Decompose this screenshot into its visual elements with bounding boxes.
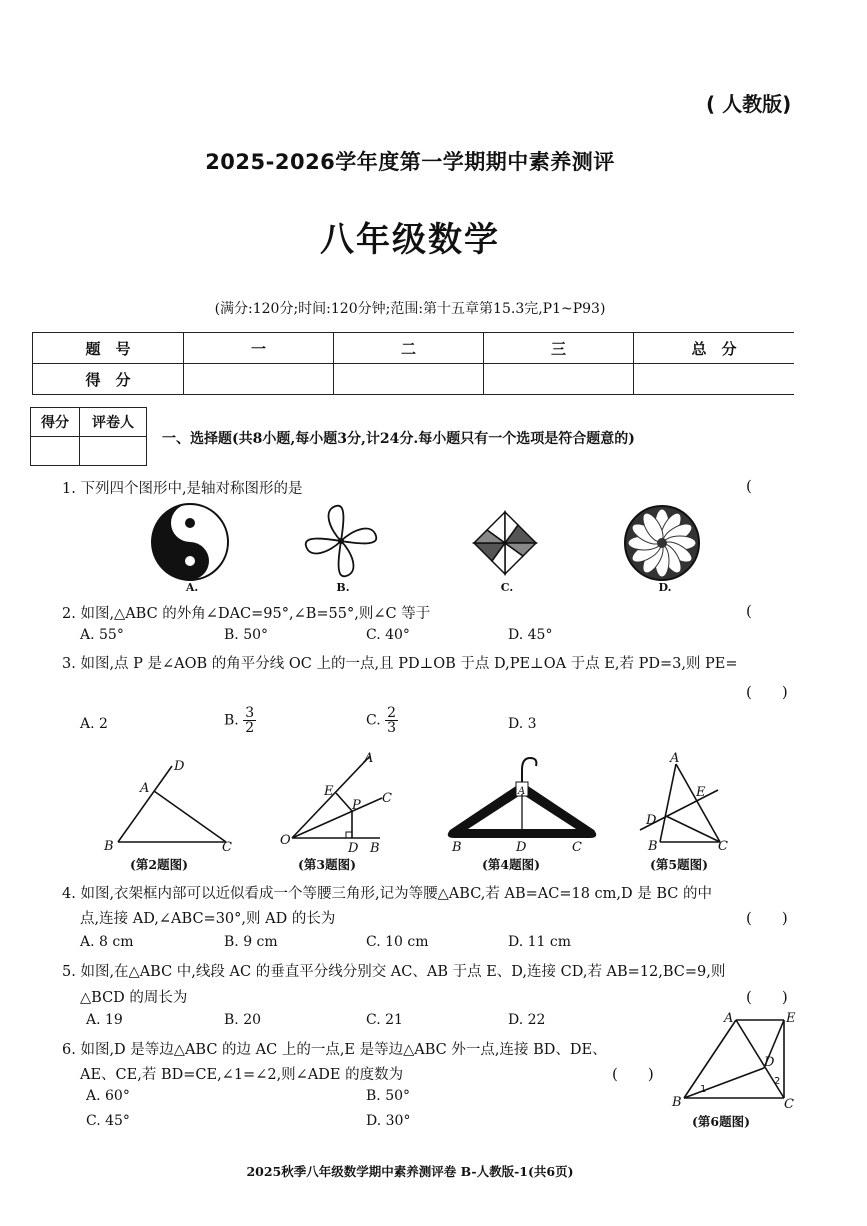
q4-option-b[interactable]: B. 9 cm [224, 934, 278, 950]
score-blank[interactable] [634, 364, 795, 395]
grader-box [30, 407, 147, 466]
q3-option-a[interactable]: A. 2 [80, 716, 108, 732]
fig2-point-d: D [174, 759, 185, 774]
score-blank[interactable] [334, 364, 484, 395]
flower-medallion-icon [622, 503, 702, 583]
fig5-point-b: B [648, 839, 658, 854]
fig3-caption: (第3题图) [298, 857, 357, 872]
q3-b-numerator: 3 [245, 705, 255, 721]
q3-c-denominator: 3 [387, 720, 397, 736]
figure-5 [638, 750, 738, 854]
exam-title: 2025-2026学年度第一学期期中素养测评 [205, 150, 615, 174]
fig5-point-d: D [646, 813, 657, 828]
score-cell: 二 [334, 333, 484, 364]
q1-label-a: A. [185, 581, 199, 594]
edition-label: ( 人教版) [706, 92, 792, 116]
fig5-point-c: C [718, 839, 728, 854]
q3-option-b-fraction [243, 706, 256, 735]
q1-stem: 1. 下列四个图形中,是轴对称图形的是 [62, 481, 303, 497]
score-table-score-row [33, 364, 795, 395]
figure-6 [668, 1006, 808, 1110]
q5-option-b[interactable]: B. 20 [224, 1012, 262, 1028]
fig2-caption: (第2题图) [130, 857, 189, 872]
fig3-point-o: O [280, 833, 291, 848]
subject-title: 八年级数学 [320, 220, 500, 260]
fig3-point-d: D [348, 841, 359, 856]
grader-score-blank[interactable] [31, 437, 80, 466]
q3-option-d[interactable]: D. 3 [508, 716, 537, 732]
q3-answer-paren[interactable]: ( ) [746, 683, 788, 701]
fig6-point-d: D [764, 1055, 775, 1070]
q5-option-c[interactable]: C. 21 [366, 1012, 403, 1028]
figure-3 [278, 748, 392, 856]
grader-score-label: 得分 [31, 408, 80, 437]
q2-option-b[interactable]: B. 50° [224, 627, 269, 643]
q6-option-c[interactable]: C. 45° [86, 1113, 130, 1129]
q2-option-a[interactable]: A. 55° [80, 627, 124, 643]
q2-answer-paren[interactable]: ( [746, 602, 752, 620]
score-blank[interactable] [184, 364, 334, 395]
q5-stem-line1: 5. 如图,在△ABC 中,线段 AC 的垂直平分线分别交 AC、AB 于点 E、D,连接 CD,若 AB=12,BC=9,则 [62, 964, 726, 980]
fig4-point-d: D [516, 840, 527, 855]
fig6-point-c: C [784, 1097, 794, 1112]
q4-answer-paren[interactable]: ( ) [746, 909, 788, 927]
q5-stem-line2: △BCD 的周长为 [80, 990, 188, 1006]
score-table [32, 332, 794, 395]
q5-answer-paren[interactable]: ( ) [746, 988, 788, 1006]
fig4-point-c: C [572, 840, 582, 855]
fig4-point-a: A [518, 786, 526, 797]
q4-option-a[interactable]: A. 8 cm [80, 934, 134, 950]
fig3-point-a: A [364, 751, 374, 766]
q5-option-d[interactable]: D. 22 [508, 1012, 546, 1028]
score-cell: 总 分 [634, 333, 795, 364]
q1-label-c: C. [500, 581, 514, 594]
fig2-point-a: A [140, 781, 150, 796]
q4-stem-line2: 点,连接 AD,∠ABC=30°,则 AD 的长为 [80, 911, 336, 927]
figure-2 [100, 758, 240, 858]
fig5-caption: (第5题图) [650, 857, 709, 872]
fig5-point-e: E [696, 785, 706, 800]
grader-name-label: 评卷人 [80, 408, 147, 437]
score-row-label: 得 分 [33, 364, 184, 395]
fig3-point-c: C [382, 791, 392, 806]
q6-answer-paren[interactable]: ( ) [612, 1065, 654, 1083]
fig3-point-e: E [324, 784, 334, 799]
q3-stem: 3. 如图,点 P 是∠AOB 的角平分线 OC 上的一点,且 PD⊥OB 于点 D,PE⊥OA 于点 E,若 PD=3,则 PE= [62, 656, 738, 672]
grader-name-blank[interactable] [80, 437, 147, 466]
windmill-icon [465, 506, 545, 580]
page-footer: 2025秋季八年级数学期中素养测评卷 B-人教版-1(共6页) [246, 1164, 574, 1179]
q3-option-b[interactable] [224, 706, 256, 735]
q3-option-b-label: B. [224, 712, 239, 729]
q6-option-b[interactable]: B. 50° [366, 1088, 411, 1104]
pinwheel-flower-icon [300, 500, 382, 582]
score-blank[interactable] [484, 364, 634, 395]
fig5-point-a: A [670, 751, 680, 766]
q6-stem-line1: 6. 如图,D 是等边△ABC 的边 AC 上的一点,E 是等边△ABC 外一点,连接 BD、DE、 [62, 1042, 607, 1058]
q3-option-c-label: C. [366, 712, 381, 729]
score-cell: 题 号 [33, 333, 184, 364]
fig6-angle-2: 2 [774, 1076, 781, 1087]
fig4-point-b: B [452, 840, 462, 855]
q2-option-c[interactable]: C. 40° [366, 627, 410, 643]
q3-option-c[interactable] [366, 706, 398, 735]
q5-option-a[interactable]: A. 19 [86, 1012, 123, 1028]
fig2-point-c: C [222, 840, 232, 855]
q4-option-d[interactable]: D. 11 cm [508, 934, 572, 950]
q1-label-d: D. [658, 581, 672, 594]
q1-answer-paren[interactable]: ( [746, 477, 752, 495]
section1-heading: 一、选择题(共8小题,每小题3分,计24分.每小题只有一个选项是符合题意的) [162, 431, 635, 447]
fig6-point-b: B [672, 1095, 682, 1110]
fig6-angle-1: 1 [700, 1084, 707, 1095]
q1-label-b: B. [336, 581, 350, 594]
q2-stem: 2. 如图,△ABC 的外角∠DAC=95°,∠B=55°,则∠C 等于 [62, 606, 431, 622]
fig2-point-b: B [104, 839, 114, 854]
score-table-header-row [33, 333, 795, 364]
fig6-caption: (第6题图) [692, 1114, 751, 1129]
q6-stem-line2: AE、CE,若 BD=CE,∠1=∠2,则∠ADE 的度数为 [80, 1067, 404, 1083]
q3-option-c-fraction [385, 706, 398, 735]
score-cell: 三 [484, 333, 634, 364]
q6-option-d[interactable]: D. 30° [366, 1113, 411, 1129]
fig6-point-a: A [724, 1011, 734, 1026]
q2-option-d[interactable]: D. 45° [508, 627, 553, 643]
q3-c-numerator: 2 [387, 705, 397, 721]
fig3-point-p: P [352, 798, 361, 813]
score-cell: 一 [184, 333, 334, 364]
q6-option-a[interactable]: A. 60° [86, 1088, 130, 1104]
q4-stem-line1: 4. 如图,衣架框内部可以近似看成一个等腰三角形,记为等腰△ABC,若 AB=AC=18 cm,D 是 BC 的中 [62, 886, 713, 902]
q4-option-c[interactable]: C. 10 cm [366, 934, 429, 950]
fig6-point-e: E [786, 1011, 796, 1026]
taiji-icon [150, 502, 230, 582]
exam-info: (满分:120分;时间:120分钟;范围:第十五章第15.3完,P1~P93) [214, 301, 606, 317]
fig3-point-b: B [370, 841, 380, 856]
fig4-caption: (第4题图) [482, 857, 541, 872]
coat-hanger-icon [440, 752, 605, 854]
q3-b-denominator: 2 [245, 720, 255, 736]
